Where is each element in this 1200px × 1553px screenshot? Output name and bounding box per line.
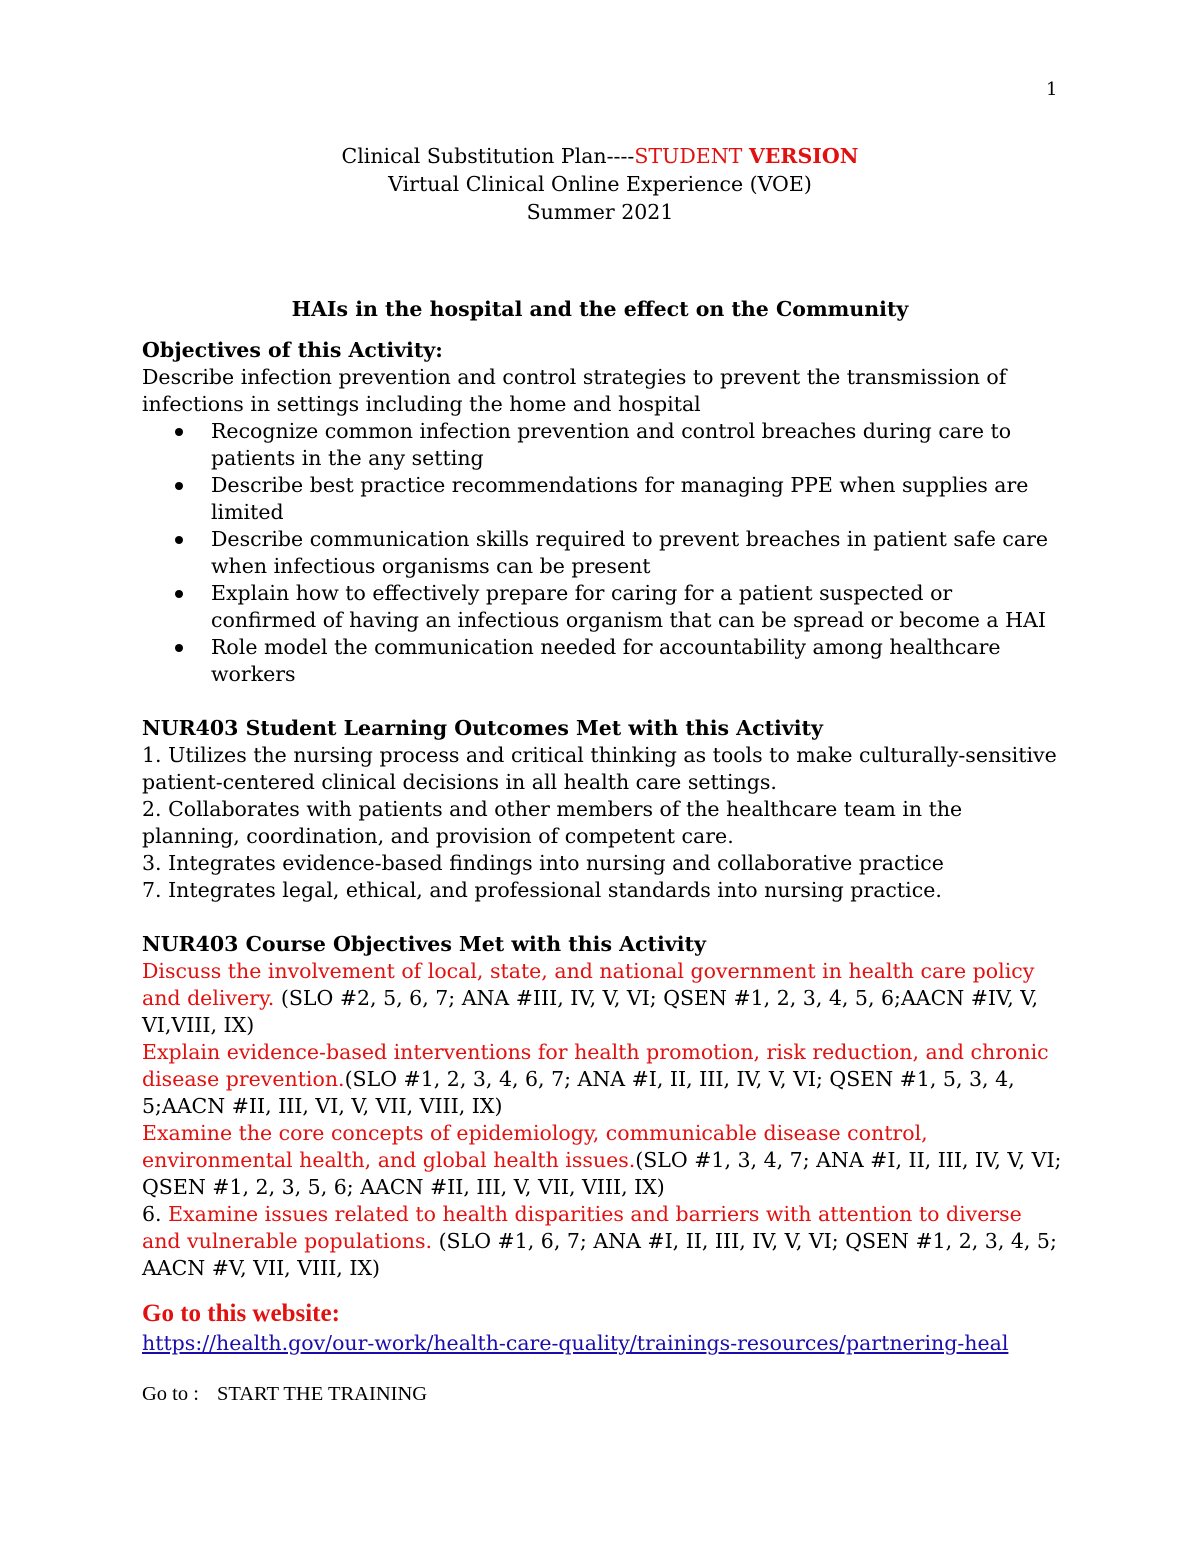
course-objective-refs: (SLO #1, 3, 4, 7; ANA #I, II, III, IV, V, VI; QSEN #1, 2, 3, 5, 6; AACN #II, III, V, VII, VIII, IX)	[142, 1148, 1062, 1199]
course-objective-text: Examine the core concepts of epidemiology, communicable disease control, environmental health, and global health issues.	[142, 1121, 928, 1172]
course-objectives-heading: NUR403 Course Objectives Met with this Activity	[142, 932, 706, 956]
bullet-icon	[175, 428, 183, 436]
course-objective-text: Discuss the involvement of local, state, and national government in health care policy and delivery.	[142, 959, 1035, 1010]
course-objective-item	[142, 958, 1062, 1039]
course-objective-refs: (SLO #1, 6, 7; ANA #I, II, III, IV, V, VI; QSEN #1, 2, 3, 4, 5; AACN #V, VII, VIII, IX)	[142, 1229, 1057, 1280]
outcome-item: 2. Collaborates with patients and other members of the healthcare team in the planning, coordination, and provision of competent care.	[142, 797, 963, 848]
goto-instruction	[142, 1381, 1062, 1408]
bullet-icon	[175, 590, 183, 598]
outcome-item: 7. Integrates legal, ethical, and professional standards into nursing practice.	[142, 878, 942, 902]
goto-action: START THE TRAINING	[216, 1383, 428, 1405]
course-objective-text: Examine issues related to health disparities and barriers with attention to diverse and vulnerable populations.	[142, 1202, 1022, 1253]
header-student-label: STUDENT	[634, 144, 749, 168]
list-item	[142, 634, 1062, 688]
list-item	[142, 472, 1062, 526]
list-item-text: Role model the communication needed for accountability among healthcare workers	[211, 635, 1001, 686]
website-heading: Go to this website:	[142, 1300, 340, 1327]
objectives-list	[142, 418, 1062, 688]
header-line-1	[0, 142, 1200, 170]
header-line-2: Virtual Clinical Online Experience (VOE)	[388, 172, 812, 196]
header-plan-label: Clinical Substitution Plan----	[341, 144, 635, 168]
objectives-intro: Describe infection prevention and control strategies to prevent the transmission of infections in settings including the home and hospital	[142, 365, 1007, 416]
goto-label: Go to :	[142, 1383, 199, 1405]
course-objective-item	[142, 1120, 1062, 1201]
outcome-item: 3. Integrates evidence-based findings into nursing and collaborative practice	[142, 851, 944, 875]
objectives-heading: Objectives of this Activity:	[142, 338, 443, 362]
list-item-text: Explain how to effectively prepare for caring for a patient suspected or confirmed of having an infectious organism that can be spread or become a HAI	[211, 581, 1046, 632]
bullet-icon	[175, 644, 183, 652]
bullet-icon	[175, 536, 183, 544]
outcome-item: 1. Utilizes the nursing process and critical thinking as tools to make culturally-sensitive patient-centered clinical decisions in all health care settings.	[142, 743, 1057, 794]
outcomes-heading: NUR403 Student Learning Outcomes Met with this Activity	[142, 716, 823, 740]
page-number: 1	[1046, 79, 1058, 100]
list-item-text: Describe best practice recommendations for managing PPE when supplies are limited	[211, 473, 1029, 524]
course-objective-refs: (SLO #1, 2, 3, 4, 6, 7; ANA #I, II, III, IV, V, VI; QSEN #1, 5, 3, 4, 5;AACN #II, III, VI, V, VII, VIII, IX)	[142, 1067, 1015, 1118]
document-header	[0, 142, 1200, 226]
document-title: HAIs in the hospital and the effect on the Community	[291, 297, 909, 321]
list-item	[142, 580, 1062, 634]
course-objective-refs: (SLO #2, 5, 6, 7; ANA #III, IV, V, VI; QSEN #1, 2, 3, 4, 5, 6;AACN #IV, V, VI,VIII, IX)	[142, 986, 1038, 1037]
course-objective-item	[142, 1039, 1062, 1120]
bullet-icon	[175, 482, 183, 490]
course-objective-item	[142, 1201, 1062, 1282]
header-version-label: VERSION	[748, 144, 859, 168]
list-item-text: Describe communication skills required to prevent breaches in patient safe care when infectious organisms can be present	[211, 527, 1049, 578]
training-website-link[interactable]: https://health.gov/our-work/health-care-quality/trainings-resources/partnering-heal	[142, 1331, 1009, 1355]
list-item-text: Recognize common infection prevention and control breaches during care to patients in the any setting	[211, 419, 1012, 470]
list-item	[142, 418, 1062, 472]
course-objective-number: 6.	[142, 1202, 169, 1226]
header-line-3: Summer 2021	[526, 200, 674, 224]
list-item	[142, 526, 1062, 580]
document-body	[142, 296, 1062, 1408]
course-objective-text: Explain evidence-based interventions for health promotion, risk reduction, and chronic disease prevention.	[142, 1040, 1049, 1091]
